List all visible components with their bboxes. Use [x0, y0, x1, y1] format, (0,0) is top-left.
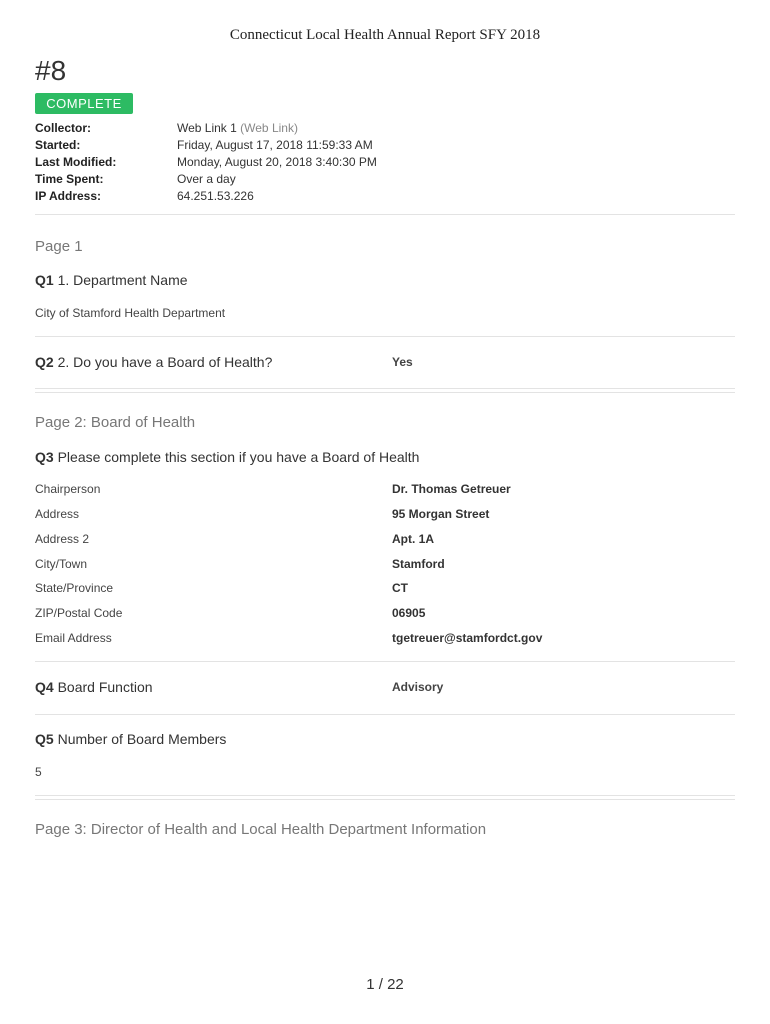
field-label-address: Address — [35, 507, 80, 521]
field-value-address-2: Apt. 1A — [392, 532, 434, 546]
page-heading: Page 3: Director of Health and Local Health Department Information — [35, 821, 487, 838]
answer-q4: Advisory — [392, 680, 444, 694]
question-number: Q2 — [35, 354, 54, 370]
status-badge: COMPLETE — [35, 93, 133, 114]
divider — [35, 714, 735, 715]
field-label-state: State/Province — [35, 581, 114, 595]
divider — [35, 661, 735, 662]
field-value-email: tgetreuer@stamfordct.gov — [392, 631, 543, 645]
question-text: Board Function — [57, 679, 153, 695]
meta-label: Started: — [35, 138, 81, 152]
meta-label: Time Spent: — [35, 172, 104, 186]
field-label-zip: ZIP/Postal Code — [35, 606, 123, 620]
question-q4 — [35, 679, 153, 695]
page-indicator: 1 / 22 — [366, 976, 404, 993]
document-title: Connecticut Local Health Annual Report SFY 2018 — [229, 27, 541, 43]
field-label-email: Email Address — [35, 631, 112, 645]
meta-label: Collector: — [35, 121, 92, 135]
meta-value: Monday, August 20, 2018 3:40:30 PM — [177, 155, 377, 169]
collector-type: (Web Link) — [240, 121, 298, 135]
question-number: Q3 — [35, 449, 54, 465]
answer-q1: City of Stamford Health Department — [35, 306, 226, 320]
question-number: Q5 — [35, 731, 54, 747]
field-value-city: Stamford — [392, 557, 445, 571]
collector-name: Web Link 1 — [177, 121, 237, 135]
meta-label: Last Modified: — [35, 155, 117, 169]
meta-value: Friday, August 17, 2018 11:59:33 AM — [177, 138, 373, 152]
question-q1 — [35, 272, 188, 288]
question-number: Q1 — [35, 272, 54, 288]
answer-q5: 5 — [35, 765, 42, 779]
question-number: Q4 — [35, 679, 54, 695]
field-label-address-2: Address 2 — [35, 532, 90, 546]
divider — [35, 336, 735, 337]
question-text: Please complete this section if you have a Board of Health — [57, 449, 420, 465]
meta-value — [177, 120, 298, 137]
meta-value: 64.251.53.226 — [177, 189, 254, 203]
page-heading: Page 1 — [35, 238, 83, 255]
page-heading: Page 2: Board of Health — [35, 414, 196, 431]
page-divider — [35, 795, 735, 800]
field-value-address: 95 Morgan Street — [392, 507, 490, 521]
field-value-state: CT — [392, 581, 408, 595]
field-value-chairperson: Dr. Thomas Getreuer — [392, 482, 511, 496]
question-q3 — [35, 449, 419, 465]
page-divider — [35, 388, 735, 393]
field-value-zip: 06905 — [392, 606, 426, 620]
meta-label: IP Address: — [35, 189, 102, 203]
meta-value: Over a day — [177, 172, 236, 186]
divider — [35, 214, 735, 215]
response-number: #8 — [35, 55, 67, 86]
question-q5 — [35, 731, 226, 747]
field-label-city: City/Town — [35, 557, 88, 571]
field-label-chairperson: Chairperson — [35, 482, 101, 496]
answer-q2: Yes — [392, 355, 413, 369]
question-text: 1. Department Name — [57, 272, 188, 288]
question-q2 — [35, 354, 272, 370]
question-text: Number of Board Members — [57, 731, 227, 747]
question-text: 2. Do you have a Board of Health? — [57, 354, 273, 370]
